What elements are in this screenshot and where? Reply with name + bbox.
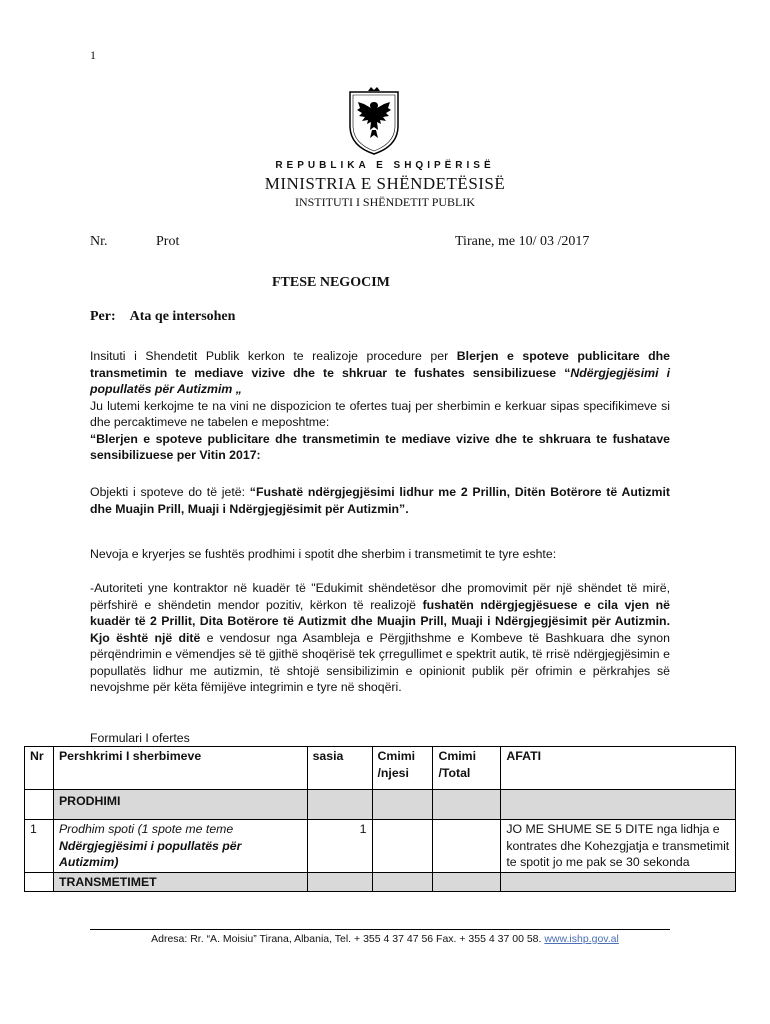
- page-number: 1: [90, 48, 96, 62]
- instituti-heading: INSTITUTI I SHËNDETIT PUBLIK: [294, 195, 476, 209]
- header-sasia: sasia: [307, 747, 372, 790]
- section-row-prodhimi: [25, 790, 736, 820]
- table-header-row: [25, 747, 736, 790]
- row1-desc-bold-italic: Ndërgjegjësimi i popullatës për Autizmim): [58, 838, 242, 869]
- p4-text-1: -Autoriteti yne kontraktor në kuadër të "Edukimit shëndetësor dhe promovimit për një shëndet të mirë, përfshirë e shëndetin mendor pozitiv, kërkon të realizojë: [90, 581, 670, 612]
- offer-table: [24, 746, 736, 892]
- formulari-label: Formulari I ofertes: [90, 731, 190, 745]
- per-recipient: Ata qe intersohen: [129, 309, 236, 324]
- republika-heading: REPUBLIKA E SHQIPËRISË: [275, 160, 495, 171]
- row1-description: [53, 820, 307, 873]
- nr-label: Nr.: [90, 234, 108, 249]
- footer-divider: [90, 929, 670, 930]
- p1-text-2: Ju lutemi kerkojme te na vini ne dispozicion te ofertes tuaj per sherbimin e kerkuar sipas specifikimeve si dhe percaktimeve ne tabelen e meposhtme:: [90, 398, 670, 429]
- header-cmimi-total: Cmimi /Total: [433, 747, 501, 790]
- document-title: FTESE NEGOCIM: [272, 275, 390, 290]
- footer-website-link[interactable]: www.ishp.gov.al: [544, 933, 619, 945]
- paragraph-authority: [90, 580, 670, 696]
- per-label: Per:: [90, 309, 116, 324]
- section-row-transmetimet: [25, 872, 736, 892]
- p4-bold-1: fushatën ndërgjegjësuese e cila vjen në kuadër të 2 Prillit, Dita Botërore të Autizmit dhe Muajin Prill, Muaji i Ndërgjegjësimit për Autizmin. Kjo është një ditë: [90, 597, 670, 645]
- p2-bold-1: “Fushatë ndërgjegjësimi lidhur me 2 Prillin, Ditën Botërore të Autizmit dhe Muajin Prill, Muaji i Ndërgjegjësimit për Autizmin”.: [90, 485, 671, 516]
- header-cmimi-njesi: Cmimi /njesi: [372, 747, 433, 790]
- p1-bold-1: Blerjen e spoteve publicitare dhe transmetimin te mediave vizive dhe te shkruar te fushates sensibilizuese “: [90, 349, 670, 380]
- section-transmetimet: TRANSMETIMET: [53, 872, 307, 892]
- albanian-eagle-emblem: [346, 86, 402, 156]
- paragraph-need: Nevoja e kryerjes se fushtës prodhimi i spotit dhe sherbim i transmetimit te tyre eshte:: [90, 547, 557, 561]
- row1-afati: JO ME SHUME SE 5 DITE nga lidhja e kontrates dhe Kohezgjatja e transmetimit te spotit jo me pak se 30 sekonda: [501, 820, 736, 873]
- footer-text: Adresa: Rr. “A. Moisiu” Tirana, Albania, Tel. + 355 4 37 47 56 Fax. + 355 4 37 00 58.: [151, 933, 545, 945]
- paragraph-request: [90, 348, 670, 464]
- p2-text-1: Objekti i spoteve do të jetë:: [90, 485, 250, 499]
- row1-cmimi-njesi: [372, 820, 433, 873]
- row1-sasia: 1: [307, 820, 372, 873]
- footer-address: [0, 933, 770, 945]
- table-row: [25, 820, 736, 873]
- header-afati: AFATI: [501, 747, 736, 790]
- row1-desc-italic: Prodhim spoti (1 spote me teme: [58, 822, 234, 836]
- p1-text-1: Insituti i Shendetit Publik kerkon te realizoje procedure per: [90, 349, 457, 363]
- paragraph-object: [90, 484, 670, 517]
- ministria-heading: MINISTRIA E SHËNDETËSISË: [264, 174, 506, 193]
- prot-label: Prot: [156, 234, 180, 249]
- row1-nr: 1: [25, 820, 54, 873]
- date-line: Tirane, me 10/ 03 /2017: [455, 234, 590, 249]
- p1-bold-2: “Blerjen e spoteve publicitare dhe transmetimin te mediave vizive dhe te shkruara te fushatave sensibilizuese per Vitin 2017:: [90, 431, 670, 462]
- section-prodhimi: PRODHIMI: [53, 790, 307, 820]
- p1-bold-italic-1: Ndërgjegjësimi i popullatës për Autizmim „: [90, 365, 670, 396]
- row1-cmimi-total: [433, 820, 501, 873]
- recipient-line: [90, 309, 235, 325]
- p4-text-2: e vendosur nga Asambleja e Përgjithshme e Kombeve të Bashkuara dhe synon përqëndrimin e vëmendjes së të gjithë shoqërisë tek çrregullimet e spektrit autik, të rrisë ndërgjegjësimin e popullatës lidhur me autizmin, të shtojë sensibilizimin e opinionit publik për ofrimin e përkrahjes së nevojshme për këta fëmijëve integrimin e tyre në shoqëri.: [90, 630, 670, 694]
- header-nr: Nr: [25, 747, 54, 790]
- header-pershkrimi: Pershkrimi I sherbimeve: [53, 747, 307, 790]
